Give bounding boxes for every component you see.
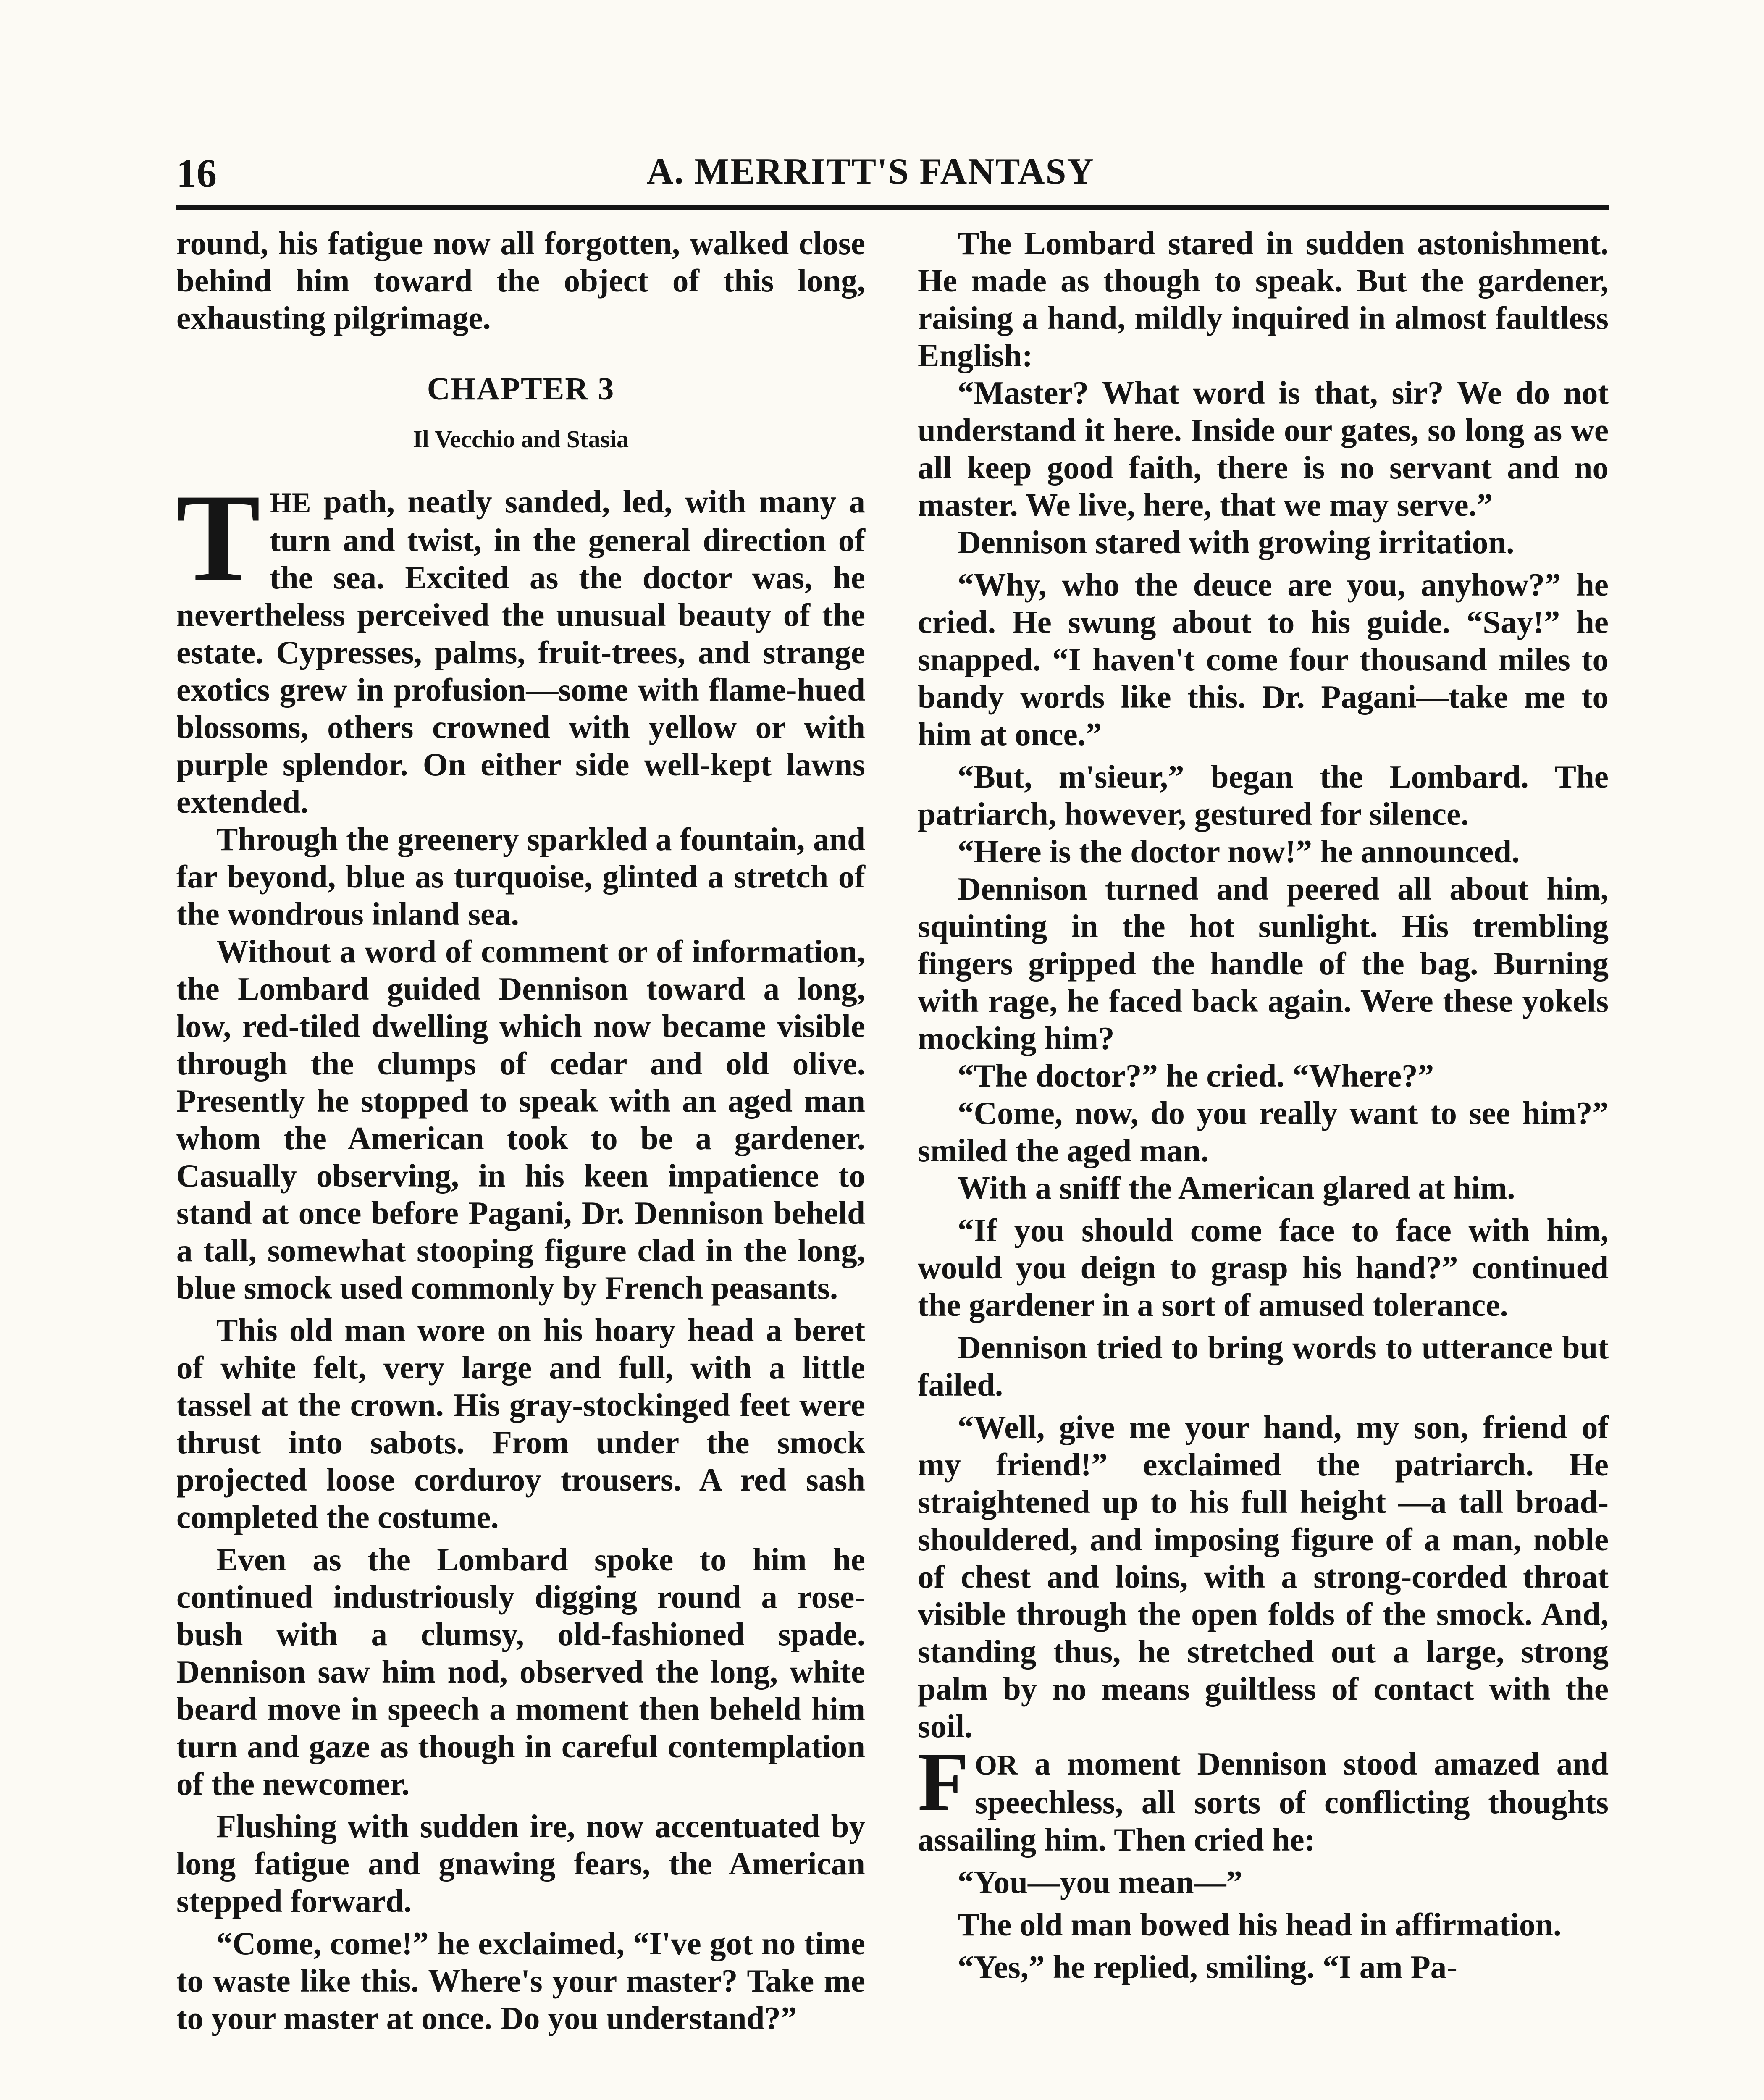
opening-paragraph (176, 468, 865, 821)
paragraph: Dennison stared with growing irritation. (958, 524, 1515, 560)
right-column (918, 225, 1609, 1986)
paragraph: “Why, who the deuce are you, anyhow?” he cried. He swung about to his guide. “Say!” he snapped. “I haven't come four thousand miles to bandy words like this. Dr. Pagani—take me to him at once.” (918, 567, 1609, 752)
paragraph: Flushing with sudden ire, now accentuated by long fatigue and gnawing fears, the American stepped forward. (176, 1808, 865, 1919)
paragraph: “Yes,” he replied, smiling. “I am Pa- (958, 1949, 1457, 1985)
page-number: 16 (176, 151, 217, 196)
lead-in-caps: OR (975, 1749, 1018, 1781)
lead-in-caps: HE (270, 487, 311, 519)
paragraph: “If you should come face to face with him, would you deign to grasp his hand?” continued the gardener in a sort of amused tolerance. (918, 1212, 1609, 1323)
drop-cap: T (176, 468, 261, 607)
paragraph: “But, m'sieur,” began the Lombard. The patriarch, however, gestured for silence. (918, 759, 1609, 832)
paragraph: Without a word of comment or of information, the Lombard guided Dennison toward a long, low, red-tiled dwelling which now became visible through the clumps of cedar and old olive. Presently he stopped to speak with an aged man whom the American took to be a gardener. Casually observing, in his keen impatience to stand at once before Pagani, Dr. Dennison beheld a tall, somewhat stooping figure clad in the long, blue smock used commonly by French peasants. (176, 933, 865, 1306)
paragraph: “The doctor?” he cried. “Where?” (958, 1058, 1434, 1094)
header-rule (176, 205, 1609, 210)
drop-cap: F (918, 1735, 969, 1828)
paragraph: “You—you mean—” (958, 1864, 1243, 1900)
paragraph: “Master? What word is that, sir? We do not understand it here. Inside our gates, so long as we all keep good faith, there is no servant and no master. We live, here, that we may serve.” (918, 375, 1609, 523)
paragraph: Dennison tried to bring words to utterance but failed. (918, 1329, 1609, 1403)
paragraph: “Well, give me your hand, my son, friend of my friend!” exclaimed the patriarch. He straightened up to his full height —a tall broad-shouldered, and imposing figure of a man, noble of chest and loins, with a strong-corded throat visible through the open folds of the smock. And, standing thus, he stretched out a large, strong palm by no means guiltless of contact with the soil. (918, 1409, 1609, 1744)
chapter-subtitle: Il Vecchio and Stasia (412, 425, 629, 453)
paragraph-text: a moment Dennison stood amazed and speechless, all sorts of conflicting thoughts assailing him. Then cried he: (918, 1746, 1609, 1858)
page-header (176, 153, 1609, 204)
paragraph: “Come, now, do you really want to see him?” smiled the aged man. (918, 1095, 1609, 1168)
paragraph: The Lombard stared in sudden astonishment. He made as though to speak. But the gardener, raising a hand, mildly inquired in almost faultless English: (918, 225, 1609, 373)
paragraph: round, his fatigue now all forgotten, walked close behind him toward the object of this long, exhausting pilgrimage. (176, 225, 865, 336)
paragraph: Dennison turned and peered all about him, squinting in the hot sunlight. His trembling fingers gripped the handle of the bag. Burning with rage, he faced back again. Were these yokels mocking him? (918, 871, 1609, 1056)
paragraph-text: path, neatly sanded, led, with many a turn and twist, in the general direction of the sea. Excited as the doctor was, he nevertheless perceived the unusual beauty of the estate. Cypresses, palms, fruit-trees, and strange exotics grew in profusion—some with flame-hued blossoms, others crowned with yellow or with purple splendor. On either side well-kept lawns extended. (176, 483, 865, 820)
paragraph: Even as the Lombard spoke to him he continued industriously digging round a rose-bush with a clumsy, old-fashioned spade. Dennison saw him nod, observed the long, white beard move in speech a moment then beheld him turn and gaze as though in careful contemplation of the newcomer. (176, 1541, 865, 1802)
chapter-title: CHAPTER 3 (427, 371, 615, 407)
paragraph: This old man wore on his hoary head a beret of white felt, very large and full, with a little tassel at the crown. His gray-stockinged feet were thrust into sabots. From under the smock projected loose corduroy trousers. A red sash completed the costume. (176, 1312, 865, 1535)
paragraph: The old man bowed his head in affirmation. (958, 1906, 1562, 1942)
running-title: A. MERRITT'S FANTASY (647, 151, 1095, 192)
paragraph: “Here is the doctor now!” he announced. (958, 833, 1520, 869)
paragraph: With a sniff the American glared at him. (958, 1170, 1515, 1206)
section-opening-paragraph (918, 1735, 1609, 1858)
left-column (176, 225, 865, 2037)
paragraph: Through the greenery sparkled a fountain, and far beyond, blue as turquoise, glinted a stretch of the wondrous inland sea. (176, 821, 865, 932)
paragraph: “Come, come!” he exclaimed, “I've got no time to waste like this. Where's your master? Take me to your master at once. Do you understand?” (176, 1925, 865, 2036)
